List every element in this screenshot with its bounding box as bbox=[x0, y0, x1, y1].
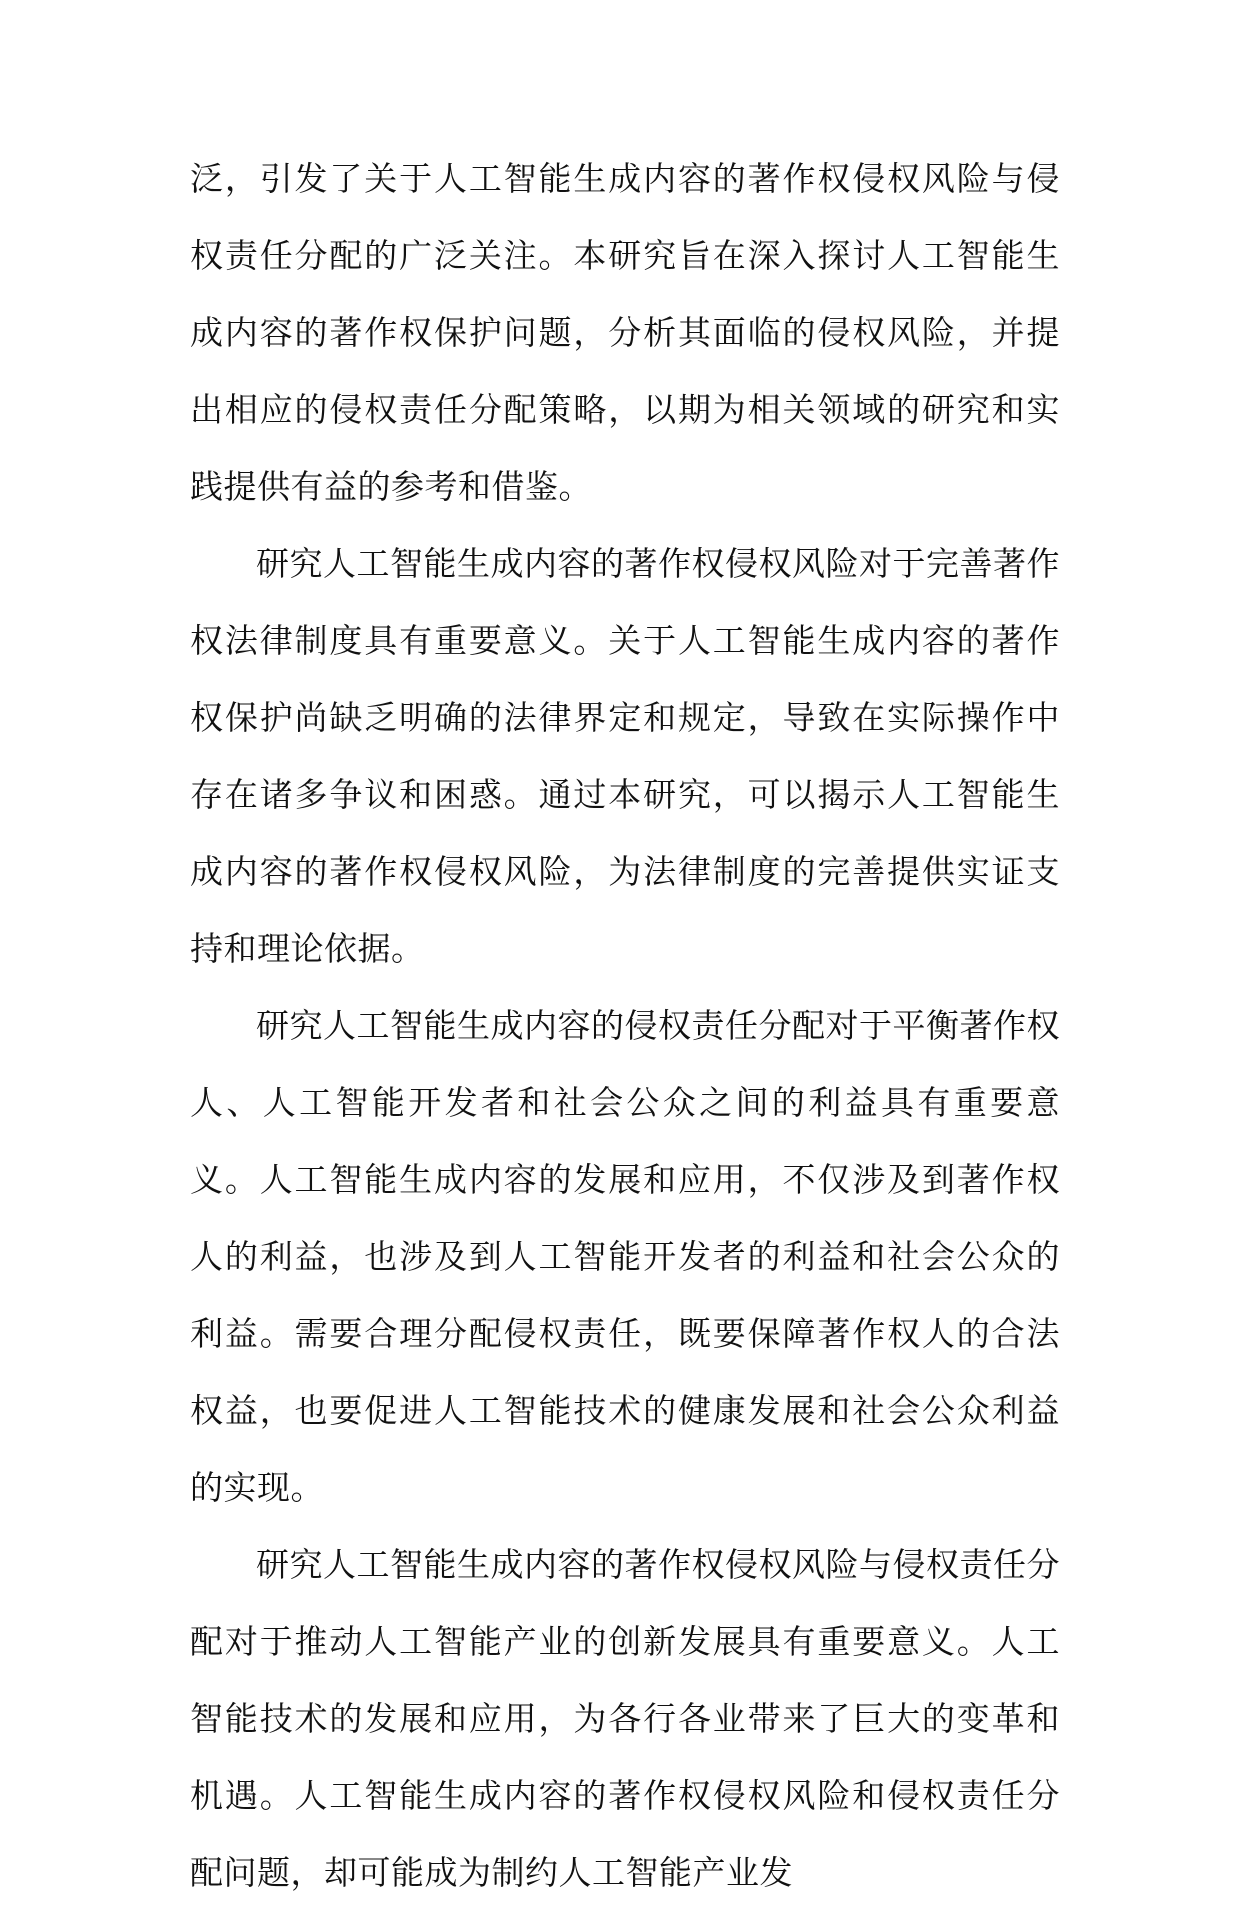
paragraph-2: 研究人工智能生成内容的著作权侵权风险对于完善著作权法律制度具有重要意义。关于人工智能生成内容的著作权保护尚缺乏明确的法律界定和规定，导致在实际操作中存在诸多争议和困惑。通过本研究，可以揭示人工智能生成内容的著作权侵权风险，为法律制度的完善提供实证支持和理论依据。 bbox=[190, 544, 1060, 968]
paragraph-1: 泛，引发了关于人工智能生成内容的著作权侵权风险与侵权责任分配的广泛关注。本研究旨在深入探讨人工智能生成内容的著作权保护问题，分析其面临的侵权风险，并提出相应的侵权责任分配策略，以期为相关领域的研究和实践提供有益的参考和借鉴。 bbox=[190, 159, 1060, 506]
paragraph-4: 研究人工智能生成内容的著作权侵权风险与侵权责任分配对于推动人工智能产业的创新发展具有重要意义。人工智能技术的发展和应用，为各行各业带来了巨大的变革和机遇。人工智能生成内容的著作权侵权风险和侵权责任分配问题，却可能成为制约人工智能产业发 bbox=[190, 1545, 1060, 1892]
body-text bbox=[190, 140, 1060, 1911]
paragraph-3: 研究人工智能生成内容的侵权责任分配对于平衡著作权人、人工智能开发者和社会公众之间的利益具有重要意义。人工智能生成内容的发展和应用，不仅涉及到著作权人的利益，也涉及到人工智能开发者的利益和社会公众的利益。需要合理分配侵权责任，既要保障著作权人的合法权益，也要促进人工智能技术的健康发展和社会公众利益的实现。 bbox=[190, 1006, 1060, 1507]
